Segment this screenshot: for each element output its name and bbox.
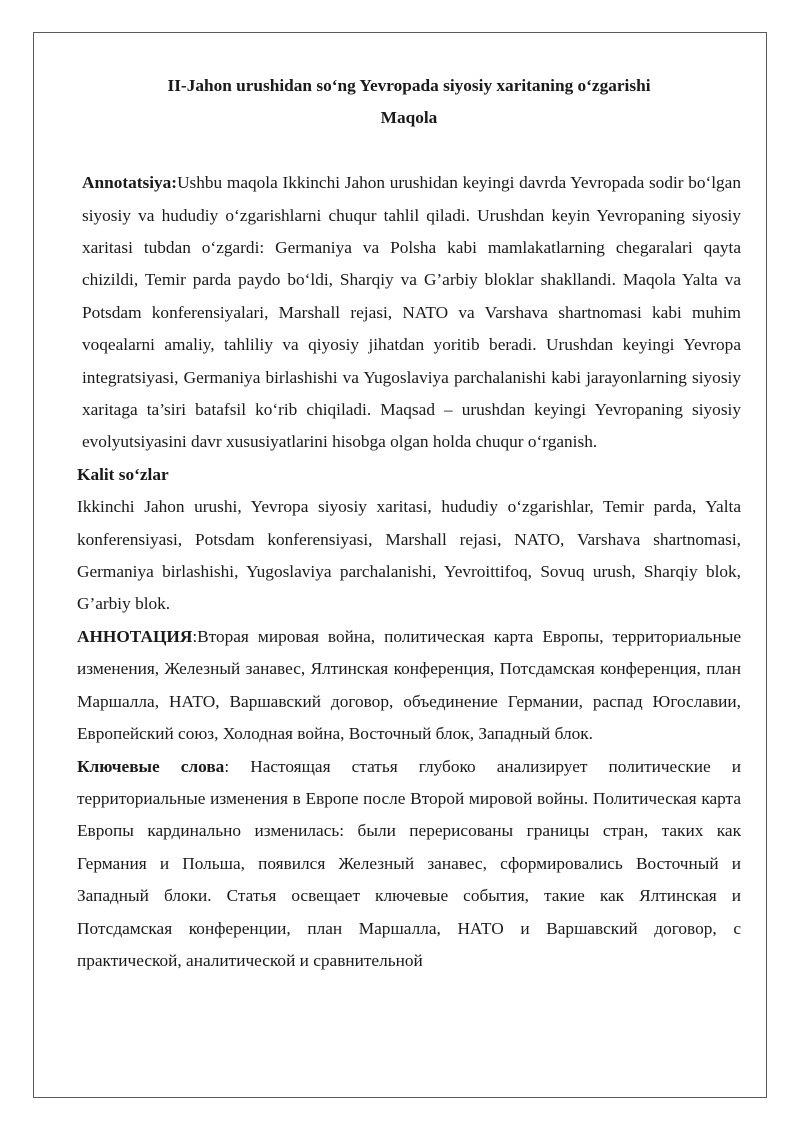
article-title: II-Jahon urushidan so‘ng Yevropada siyosiy xaritaning o‘zgarishi [167,76,651,95]
article-body [77,70,741,977]
article-subtitle: Maqola [380,108,438,128]
keywords-ru-label: Ключевые слова [77,756,225,776]
keywords-uz-heading: Kalit so‘zlar [77,464,169,484]
abstract-uz-text: Ushbu maqola Ikkinchi Jahon urushidan keyingi davrda Yevropada sodir bo‘lgan siyosiy va hududiy o‘zgarishlarni chuqur tahlil qiladi. Urushdan keyin Yevropaning siyosiy xaritasi tubdan o‘zgardi: Germaniya va Polsha kabi mamlakatlarning chegaralari qayta chizildi, Temir parda paydo bo‘ldi, Sharqiy va G’arbiy bloklar shakllandi. Maqola Yalta va Potsdam konferensiyalari, Marshall rejasi, NATO va Varshava shartnomasi kabi muhim voqealarni amaliy, tahliliy va qiyosiy jihatdan yoritib beradi. Urushdan keyingi Yevropa integratsiyasi, Germaniya birlashishi va Yugoslaviya parchalanishi kabi jarayonlarning siyosiy xaritaga ta’siri batafsil ko‘rib chiqiladi. Maqsad – urushdan keyingi Yevropaning siyosiy evolyutsiyasini davr xususiyatlarini hisobga olgan holda chuqur o‘rganish. [82,173,741,452]
abstract-uz-label: Annotatsiya: [82,173,178,193]
abstract-ru [77,621,741,751]
keywords-ru-text: : Настоящая статья глубоко анализирует политические и территориальные изменения в Европе после Второй мировой войны. Политическая карта Европы кардинально изменилась: были перерисованы границы стран, таких как Германия и Польша, появился Железный занавес, сформировались Восточный и Западный блоки. Статья освещает ключевые события, такие как Ялтинская и Потсдамская конференции, план Маршалла, НАТО и Варшавский договор, с практической, аналитической и сравнительной [77,756,741,970]
abstract-uz [77,167,741,459]
abstract-ru-text: :Вторая мировая война, политическая карта Европы, территориальные изменения, Железный занавес, Ялтинская конференция, Потсдамская конференция, план Маршалла, НАТО, Варшавский договор, объединение Германии, распад Югославии, Европейский союз, Холодная война, Восточный блок, Западный блок. [77,626,741,744]
abstract-ru-label: АННОТАЦИЯ [77,626,193,646]
keywords-uz-text: Ikkinchi Jahon urushi, Yevropa siyosiy xaritasi, hududiy o‘zgarishlar, Temir parda, Yalta konferensiyasi, Potsdam konferensiyasi, Marshall rejasi, NATO, Varshava shartnomasi, Germaniya birlashishi, Yugoslaviya parchalanishi, Yevroittifoq, Sovuq urush, Sharqiy blok, G’arbiy blok. [77,497,741,614]
keywords-ru [77,751,741,978]
